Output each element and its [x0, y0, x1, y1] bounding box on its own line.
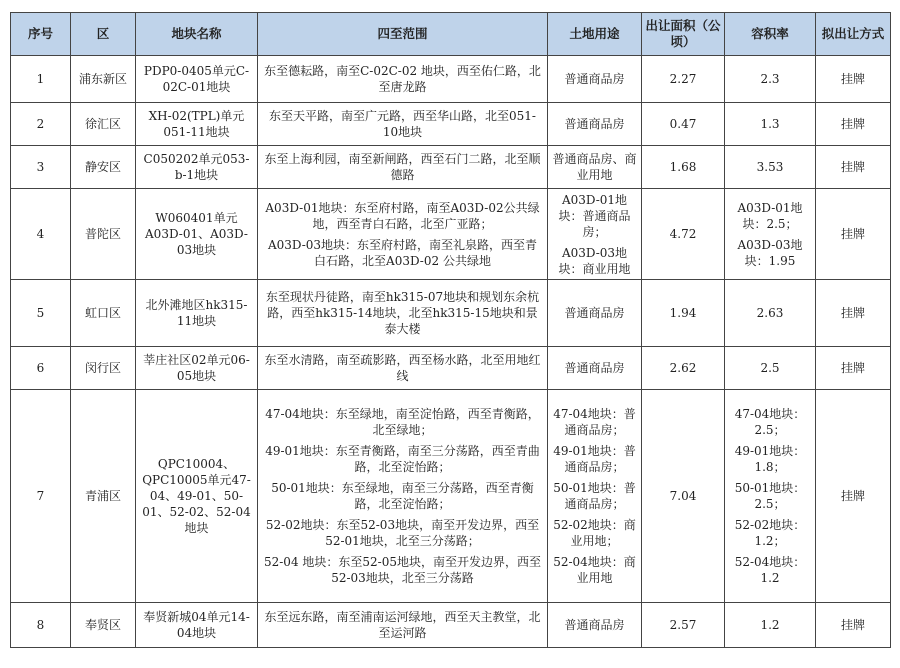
cell-area: 2.27	[642, 56, 725, 103]
cell-land-use	[548, 146, 642, 189]
cell-parcel-name: PDP0-0405单元C-02C-01地块	[136, 56, 258, 103]
table-row	[11, 103, 891, 146]
table-row	[11, 189, 891, 280]
cell-land-use	[548, 347, 642, 390]
cell-district: 普陀区	[71, 189, 136, 280]
cell-seq: 5	[11, 280, 71, 347]
cell-far-entry: 52-02地块：1.2；	[734, 518, 806, 548]
cell-far-entry: 49-01地块：1.8；	[734, 444, 806, 474]
cell-land-use-entry: A03D-03地块：商业用地	[558, 245, 631, 276]
header-land-use: 土地用途	[548, 13, 642, 56]
cell-method: 挂牌	[816, 390, 891, 603]
cell-land-use-entry: 47-04地块：普通商品房；	[553, 407, 636, 437]
table-row	[11, 603, 891, 648]
cell-far	[725, 390, 816, 603]
cell-seq: 7	[11, 390, 71, 603]
cell-land-use	[548, 390, 642, 603]
cell-far-entry: 47-04地块：2.5；	[734, 407, 806, 437]
cell-boundary	[258, 189, 548, 280]
cell-method: 挂牌	[816, 146, 891, 189]
cell-land-use	[548, 280, 642, 347]
cell-boundary	[258, 603, 548, 648]
cell-land-use-entry: 普通商品房	[564, 306, 625, 320]
cell-far-entry: 2.63	[756, 306, 784, 320]
header-method: 拟出让方式	[816, 13, 891, 56]
cell-land-use-entry: 50-01地块：普通商品房；	[553, 481, 636, 511]
cell-seq: 6	[11, 347, 71, 390]
cell-district: 闵行区	[71, 347, 136, 390]
cell-area: 2.62	[642, 347, 725, 390]
cell-land-use	[548, 103, 642, 146]
cell-far-entry: 1.2	[760, 618, 780, 632]
cell-area: 4.72	[642, 189, 725, 280]
cell-seq: 1	[11, 56, 71, 103]
cell-far	[725, 146, 816, 189]
cell-far-entry: A03D-01地块：2.5；	[737, 200, 803, 231]
header-parcel-name: 地块名称	[136, 13, 258, 56]
cell-area: 0.47	[642, 103, 725, 146]
cell-seq: 2	[11, 103, 71, 146]
cell-far-entry: A03D-03地块：1.95	[737, 237, 803, 268]
cell-far-entry: 52-04地块：1.2	[734, 555, 806, 585]
cell-area: 2.57	[642, 603, 725, 648]
cell-boundary-entry: 50-01地块：东至绿地，南至三分荡路，西至青衡路，北至淀怡路；	[271, 481, 534, 511]
cell-far	[725, 603, 816, 648]
cell-district: 徐汇区	[71, 103, 136, 146]
header-boundary: 四至范围	[258, 13, 548, 56]
cell-seq: 8	[11, 603, 71, 648]
cell-far-entry: 1.3	[760, 117, 780, 131]
cell-far	[725, 103, 816, 146]
cell-parcel-name: XH-02(TPL)单元051-11地块	[136, 103, 258, 146]
cell-land-use-entry: A03D-01地块：普通商品房；	[558, 192, 631, 239]
table-row	[11, 347, 891, 390]
cell-method: 挂牌	[816, 103, 891, 146]
cell-boundary	[258, 390, 548, 603]
table-row	[11, 390, 891, 603]
cell-boundary-entry: A03D-03地块：东至府村路，南至礼泉路，西至青白石路，北至A03D-02 公共绿地	[267, 237, 538, 268]
cell-land-use-entry: 普通商品房	[564, 618, 625, 632]
cell-boundary-entry: A03D-01地块：东至府村路，南至A03D-02公共绿地，西至青白石路，北至广亚路；	[265, 200, 540, 231]
cell-land-use-entry: 52-02地块：商业用地；	[553, 518, 636, 548]
cell-parcel-name: QPC10004、QPC10005单元47-04、49-01、50-01、52-02、52-04地块	[136, 390, 258, 603]
header-district: 区	[71, 13, 136, 56]
cell-district: 青浦区	[71, 390, 136, 603]
table-row	[11, 56, 891, 103]
header-far: 容积率	[725, 13, 816, 56]
cell-far	[725, 347, 816, 390]
cell-boundary-entry: 52-02地块：东至52-03地块，南至开发边界，西至52-01地块，北至三分荡路；	[265, 518, 540, 548]
cell-seq: 4	[11, 189, 71, 280]
cell-method: 挂牌	[816, 347, 891, 390]
cell-land-use-entry: 49-01地块：普通商品房；	[553, 444, 636, 474]
cell-seq: 3	[11, 146, 71, 189]
cell-far	[725, 280, 816, 347]
cell-land-use-entry: 普通商品房、商业用地	[552, 152, 637, 182]
cell-district: 奉贤区	[71, 603, 136, 648]
cell-boundary-entry: 东至远东路，南至浦南运河绿地，西至天主教堂，北至运河路	[264, 610, 541, 640]
cell-boundary-entry: 东至上海利园，南至新闸路，西至石门二路，北至顺德路	[264, 152, 541, 182]
cell-method: 挂牌	[816, 56, 891, 103]
cell-area: 1.68	[642, 146, 725, 189]
cell-land-use	[548, 56, 642, 103]
header-row	[11, 13, 891, 56]
table-row	[11, 146, 891, 189]
cell-boundary-entry: 东至现状丹徒路，南至hk315-07地块和规划东余杭路，西至hk315-14地块，北至hk315-15地块和景泰大楼	[265, 290, 540, 336]
cell-method: 挂牌	[816, 189, 891, 280]
cell-boundary	[258, 103, 548, 146]
cell-land-use-entry: 普通商品房	[564, 117, 625, 131]
cell-land-use-entry: 普通商品房	[564, 361, 625, 375]
cell-boundary-entry: 47-04地块：东至绿地，南至淀怡路，西至青衡路，北至绿地；	[265, 407, 540, 437]
cell-parcel-name: C050202单元053-b-1地块	[136, 146, 258, 189]
cell-boundary	[258, 146, 548, 189]
cell-land-use	[548, 189, 642, 280]
cell-method: 挂牌	[816, 280, 891, 347]
cell-parcel-name: 北外滩地区hk315-11地块	[136, 280, 258, 347]
cell-boundary-entry: 52-04 地块：东至52-05地块，南至开发边界，西至52-03地块，北至三分荡路	[263, 555, 541, 585]
header-area: 出让面积（公顷）	[642, 13, 725, 56]
cell-boundary-entry: 东至天平路，南至广元路，西至华山路，北至051-10地块	[269, 109, 536, 139]
cell-boundary-entry: 49-01地块：东至青衡路，南至三分荡路，西至青曲路，北至淀怡路；	[265, 444, 540, 474]
land-parcel-table	[10, 12, 891, 648]
cell-parcel-name: 莘庄社区02单元06-05地块	[136, 347, 258, 390]
cell-far	[725, 189, 816, 280]
cell-district: 浦东新区	[71, 56, 136, 103]
cell-parcel-name: W060401单元A03D-01、A03D-03地块	[136, 189, 258, 280]
cell-district: 静安区	[71, 146, 136, 189]
header-seq: 序号	[11, 13, 71, 56]
cell-far-entry: 2.5	[760, 361, 780, 375]
cell-land-use-entry: 普通商品房	[564, 72, 625, 86]
cell-far	[725, 56, 816, 103]
cell-boundary	[258, 347, 548, 390]
cell-area: 7.04	[642, 390, 725, 603]
cell-area: 1.94	[642, 280, 725, 347]
cell-method: 挂牌	[816, 603, 891, 648]
cell-far-entry: 50-01地块：2.5；	[734, 481, 806, 511]
cell-land-use	[548, 603, 642, 648]
cell-boundary	[258, 56, 548, 103]
cell-far-entry: 3.53	[756, 160, 784, 174]
cell-far-entry: 2.3	[760, 72, 780, 86]
cell-boundary-entry: 东至德耘路，南至C-02C-02 地块，西至佑仁路，北至唐龙路	[264, 64, 541, 94]
cell-boundary-entry: 东至水清路，南至疏影路，西至杨水路，北至用地红线	[264, 353, 541, 383]
cell-land-use-entry: 52-04地块：商业用地	[553, 555, 636, 585]
cell-boundary	[258, 280, 548, 347]
table-row	[11, 280, 891, 347]
cell-parcel-name: 奉贤新城04单元14-04地块	[136, 603, 258, 648]
cell-district: 虹口区	[71, 280, 136, 347]
